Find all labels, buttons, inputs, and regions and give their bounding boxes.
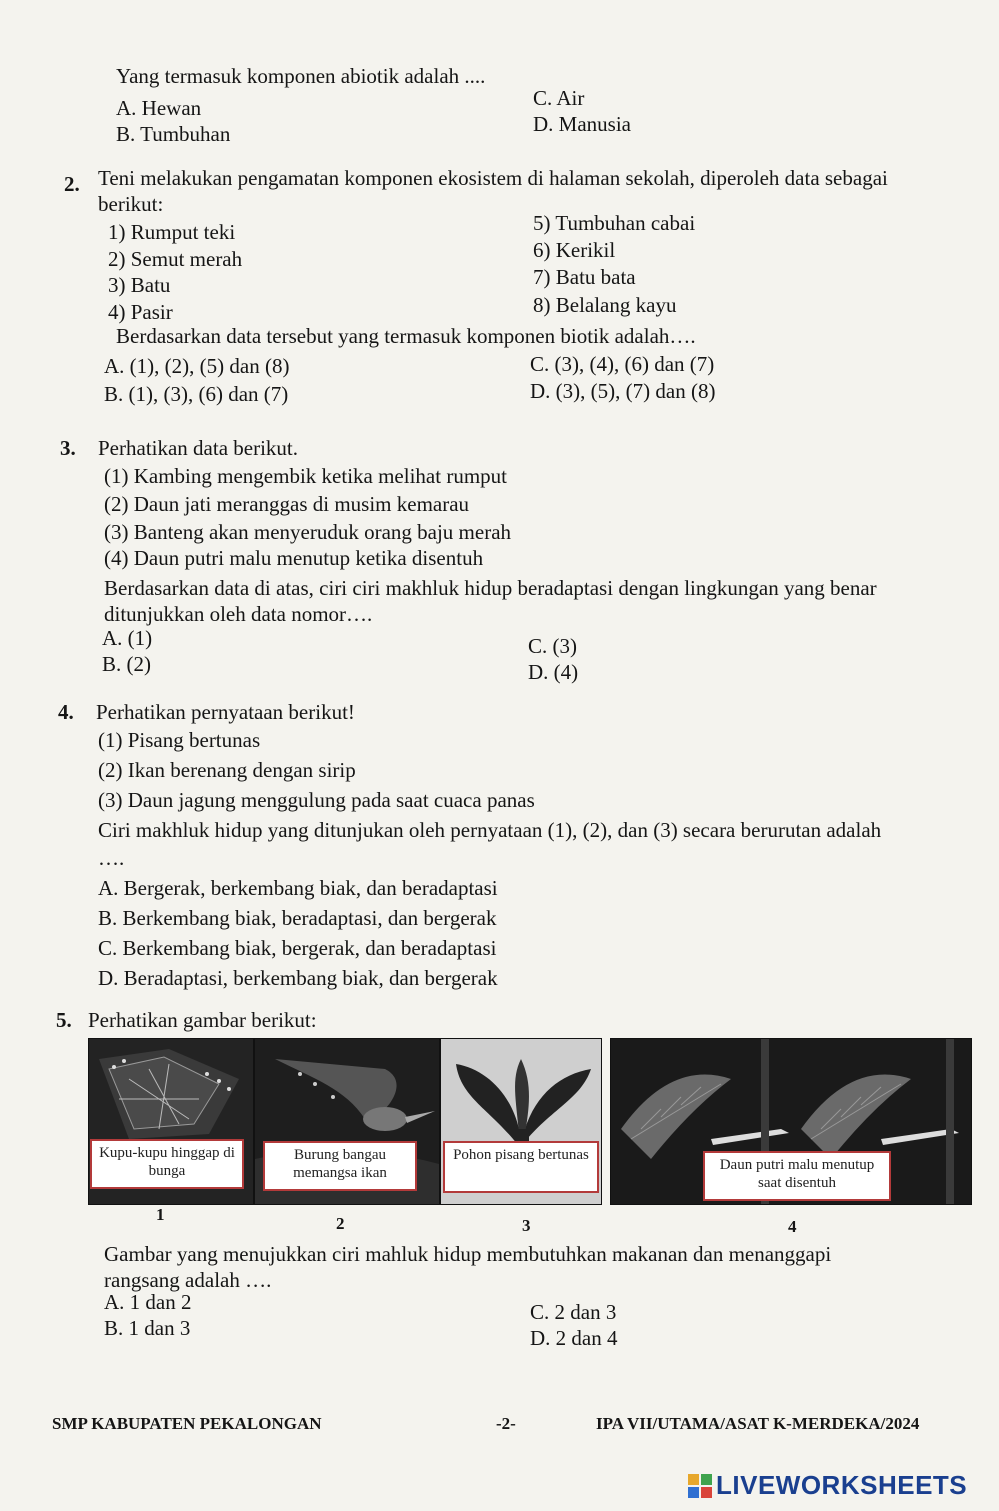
q2-item-2: 2) Semut merah [108, 247, 243, 271]
q3-option-a[interactable]: A. (1) [102, 626, 153, 650]
q2-item-5: 5) Tumbuhan cabai [533, 211, 696, 235]
q1-prompt: Yang termasuk komponen abiotik adalah .... [116, 64, 486, 88]
q5-question-line2: rangsang adalah …. [104, 1268, 272, 1292]
picture-number-1: 1 [156, 1205, 165, 1224]
q3-item-1: (1) Kambing mengembik ketika melihat rumput [104, 464, 507, 488]
footer-school: SMP KABUPATEN PEKALONGAN [52, 1414, 322, 1433]
q1-option-c[interactable]: C. Air [533, 86, 585, 110]
q2-item-3: 3) Batu [108, 273, 171, 297]
liveworksheets-logo-icon [688, 1474, 712, 1498]
picture-number-2: 2 [336, 1214, 345, 1233]
q5-prompt: Perhatikan gambar berikut: [88, 1008, 317, 1032]
q4-option-a[interactable]: A. Bergerak, berkembang biak, dan beradaptasi [98, 876, 498, 900]
footer-page-number: -2- [496, 1414, 516, 1433]
caption-mimosa: Daun putri malu menutup saat disentuh [703, 1151, 891, 1201]
q3-question-line2: ditunjukkan oleh data nomor…. [104, 602, 373, 626]
caption-banana: Pohon pisang bertunas [443, 1141, 599, 1193]
q5-option-a[interactable]: A. 1 dan 2 [104, 1290, 192, 1314]
q2-option-b[interactable]: B. (1), (3), (6) dan (7) [104, 382, 289, 406]
q1-option-a[interactable]: A. Hewan [116, 96, 202, 120]
q2-item-6: 6) Kerikil [533, 238, 616, 262]
liveworksheets-text: LIVEWORKSHEETS [716, 1470, 968, 1500]
q3-item-4: (4) Daun putri malu menutup ketika disentuh [104, 546, 484, 570]
q4-number: 4. [58, 700, 74, 724]
q3-option-b[interactable]: B. (2) [102, 652, 151, 676]
q3-item-3: (3) Banteng akan menyeruduk orang baju merah [104, 520, 512, 544]
q3-number: 3. [60, 436, 76, 460]
q4-prompt: Perhatikan pernyataan berikut! [96, 700, 355, 724]
q4-option-d[interactable]: D. Beradaptasi, berkembang biak, dan bergerak [98, 966, 498, 990]
q4-item-3: (3) Daun jagung menggulung pada saat cuaca panas [98, 788, 535, 812]
q5-option-d[interactable]: D. 2 dan 4 [530, 1326, 618, 1350]
q4-option-c[interactable]: C. Berkembang biak, bergerak, dan beradaptasi [98, 936, 497, 960]
q2-item-1: 1) Rumput teki [108, 220, 236, 244]
caption-heron: Burung bangau memangsa ikan [263, 1141, 417, 1191]
q2-number: 2. [64, 172, 80, 196]
caption-butterfly: Kupu-kupu hinggap di bunga [90, 1139, 244, 1189]
q3-prompt: Perhatikan data berikut. [98, 436, 299, 460]
q2-option-c[interactable]: C. (3), (4), (6) dan (7) [530, 352, 715, 376]
q4-question-line1: Ciri makhluk hidup yang ditunjukan oleh pernyataan (1), (2), dan (3) secara berurutan adalah [98, 818, 882, 842]
footer-exam-code: IPA VII/UTAMA/ASAT K-MERDEKA/2024 [596, 1414, 920, 1433]
q5-number: 5. [56, 1008, 72, 1032]
q4-item-1: (1) Pisang bertunas [98, 728, 261, 752]
q4-item-2: (2) Ikan berenang dengan sirip [98, 758, 356, 782]
picture-number-4: 4 [788, 1217, 797, 1236]
q3-option-d[interactable]: D. (4) [528, 660, 579, 684]
q4-question-line2: …. [98, 846, 125, 870]
q5-option-c[interactable]: C. 2 dan 3 [530, 1300, 617, 1324]
q2-prompt-line1: Teni melakukan pengamatan komponen ekosistem di halaman sekolah, diperoleh data sebagai [98, 166, 888, 190]
q2-item-7: 7) Batu bata [533, 265, 636, 289]
q1-option-b[interactable]: B. Tumbuhan [116, 122, 231, 146]
q5-question-line1: Gambar yang menujukkan ciri mahluk hidup membutuhkan makanan dan menanggapi [104, 1242, 832, 1266]
picture-number-3: 3 [522, 1216, 531, 1235]
q3-question-line1: Berdasarkan data di atas, ciri ciri makhluk hidup beradaptasi dengan lingkungan yang benar [104, 576, 877, 600]
liveworksheets-brand[interactable] [688, 1470, 967, 1501]
q2-item-8: 8) Belalang kayu [533, 293, 677, 317]
q3-option-c[interactable]: C. (3) [528, 634, 577, 658]
q2-option-d[interactable]: D. (3), (5), (7) dan (8) [530, 379, 716, 403]
q3-item-2: (2) Daun jati meranggas di musim kemarau [104, 492, 470, 516]
q2-option-a[interactable]: A. (1), (2), (5) dan (8) [104, 354, 290, 378]
q2-item-4: 4) Pasir [108, 300, 173, 324]
q4-option-b[interactable]: B. Berkembang biak, beradaptasi, dan bergerak [98, 906, 497, 930]
q5-option-b[interactable]: B. 1 dan 3 [104, 1316, 191, 1340]
q2-prompt-line2: berikut: [98, 192, 164, 216]
q1-option-d[interactable]: D. Manusia [533, 112, 631, 136]
q2-question: Berdasarkan data tersebut yang termasuk komponen biotik adalah…. [116, 324, 696, 348]
